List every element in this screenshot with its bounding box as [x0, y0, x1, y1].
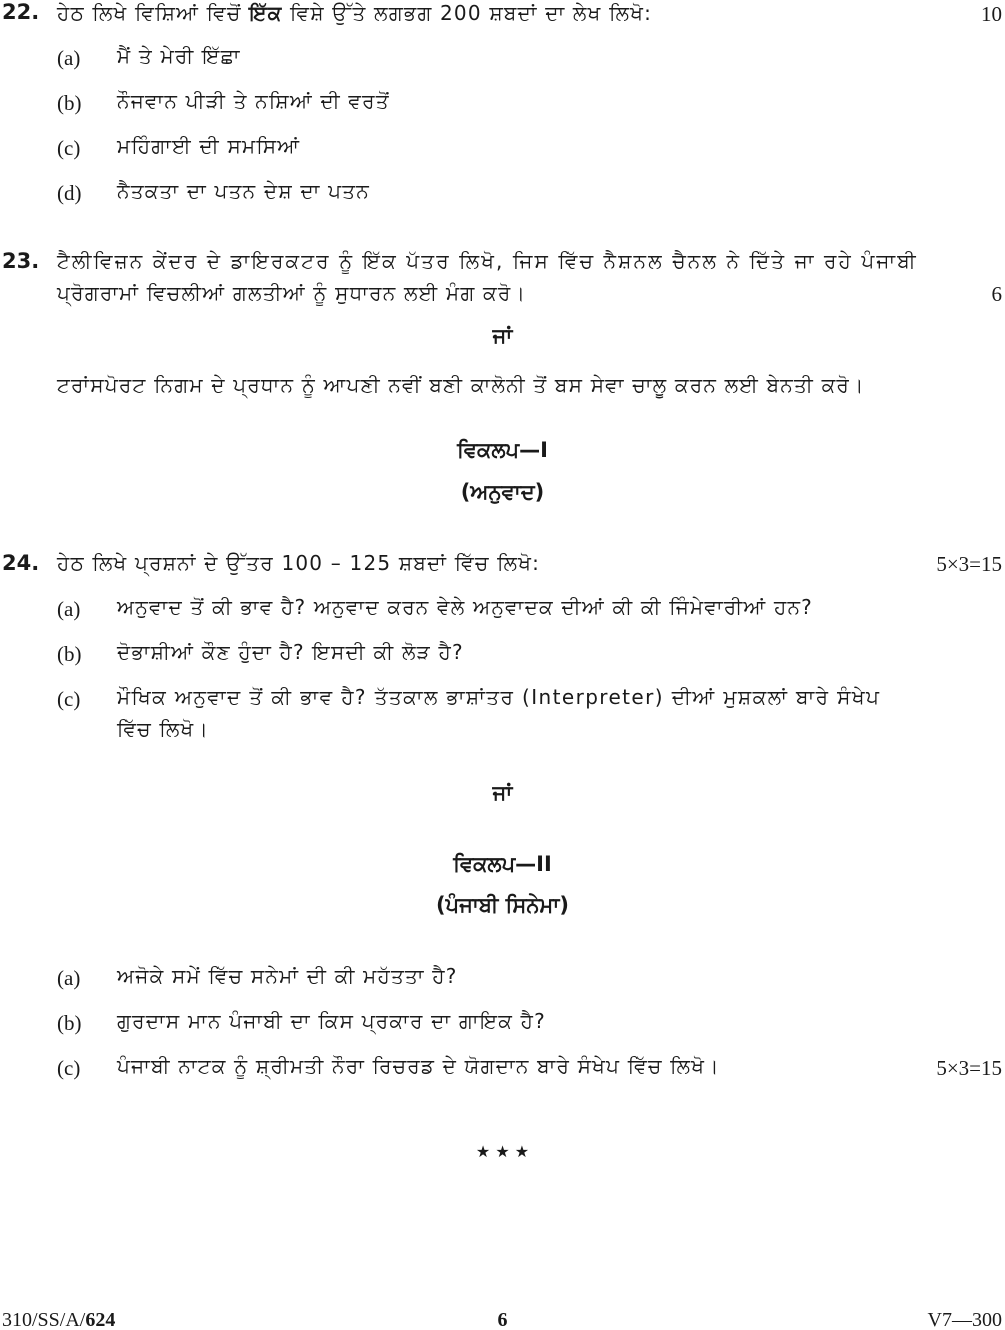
q22-option-b-label: (b) [57, 91, 82, 115]
option-2-subtitle: (ਪੰਜਾਬੀ ਸਿਨੇਮਾ) [436, 893, 569, 917]
question-22-stem-bold: ਇੱਕ [249, 1, 283, 25]
question-22-stem-before: ਹੇਠ ਲਿਖੇ ਵਿਸ਼ਿਆਂ ਵਿਚੋਂ [57, 1, 250, 25]
footer-page-number: 6 [497, 1309, 508, 1330]
q24-option-b-text: ਦੋਭਾਸ਼ੀਆਂ ਕੌਣ ਹੁੰਦਾ ਹੈ? ਇਸਦੀ ਕੀ ਲੋੜ ਹੈ? [117, 640, 464, 664]
opt2-option-a-label: (a) [57, 966, 81, 990]
question-23-line2: ਪ੍ਰੋਗਰਾਮਾਂ ਵਿਚਲੀਆਂ ਗਲਤੀਆਂ ਨੂੰ ਸੁਧਾਰਨ ਲਈ ਮੰਗ ਕਰੋ। [57, 281, 527, 305]
question-23-line1: ਟੈਲੀਵਿਜ਼ਨ ਕੇਂਦਰ ਦੇ ਡਾਇਰਕਟਰ ਨੂੰ ਇੱਕ ਪੱਤਰ ਲਿਖੋ, ਜਿਸ ਵਿੱਚ ਨੈਸ਼ਨਲ ਚੈਨਲ ਨੇ ਦਿੱਤੇ ਜਾ ਰਹੇ ਪੰਜਾਬੀ [57, 249, 918, 273]
opt2-option-c-label: (c) [57, 1056, 81, 1080]
option-2-marks: 5×3=15 [936, 1056, 1002, 1080]
q22-option-d-label: (d) [57, 181, 82, 205]
end-stars: ★ ★ ★ [475, 1142, 530, 1161]
question-24-stem: ਹੇਠ ਲਿਖੇ ਪ੍ਰਸ਼ਨਾਂ ਦੇ ਉੱਤਰ 100 – 125 ਸ਼ਬਦਾਂ ਵਿੱਚ ਲਿਖੋ: [57, 551, 541, 575]
question-22-stem [57, 1, 652, 25]
question-23-number: 23. [2, 249, 40, 273]
q22-option-a-text: ਮੈਂ ਤੇ ਮੇਰੀ ਇੱਛਾ [117, 44, 241, 68]
q24-option-b-label: (b) [57, 642, 82, 666]
opt2-option-c-text: ਪੰਜਾਬੀ ਨਾਟਕ ਨੂੰ ਸ਼੍ਰੀਮਤੀ ਨੌਰਾ ਰਿਚਰਡ ਦੇ ਯੋਗਦਾਨ ਬਾਰੇ ਸੰਖੇਪ ਵਿੱਚ ਲਿਖੋ। [117, 1054, 720, 1078]
q24-option-a-label: (a) [57, 597, 81, 621]
q22-option-c-text: ਮਹਿੰਗਾਈ ਦੀ ਸਮਸਿਆਂ [117, 134, 301, 158]
footer-version: V7—300 [927, 1309, 1002, 1330]
q22-option-d-text: ਨੈਤਕਤਾ ਦਾ ਪਤਨ ਦੇਸ਼ ਦਾ ਪਤਨ [117, 179, 370, 203]
option-2-title: ਵਿਕਲਪ—II [453, 852, 552, 876]
question-22-marks: 10 [981, 2, 1002, 26]
question-23-alternative: ਟਰਾਂਸਪੋਰਟ ਨਿਗਮ ਦੇ ਪ੍ਰਧਾਨ ਨੂੰ ਆਪਣੀ ਨਵੀਂ ਬਣੀ ਕਾਲੋਨੀ ਤੋਂ ਬਸ ਸੇਵਾ ਚਾਲੂ ਕਰਨ ਲਈ ਬੇਨਤੀ ਕਰੋ। [57, 373, 865, 397]
question-24-or: ਜਾਂ [492, 781, 513, 805]
question-24-number: 24. [2, 551, 40, 575]
footer-code-bold: 624 [85, 1309, 116, 1330]
q22-option-c-label: (c) [57, 136, 81, 160]
opt2-option-a-text: ਅਜੋਕੇ ਸਮੇਂ ਵਿੱਚ ਸਨੇਮਾਂ ਦੀ ਕੀ ਮਹੱਤਤਾ ਹੈ? [117, 964, 458, 988]
question-22-stem-after: ਵਿਸ਼ੇ ਉੱਤੇ ਲਗਭਗ 200 ਸ਼ਬਦਾਂ ਦਾ ਲੇਖ ਲਿਖੋ: [282, 1, 653, 25]
opt2-option-b-label: (b) [57, 1011, 82, 1035]
question-24-marks: 5×3=15 [936, 552, 1002, 576]
q24-option-c-label: (c) [57, 687, 81, 711]
footer-code-prefix: 310/SS/A/ [2, 1309, 86, 1330]
q24-option-a-text: ਅਨੁਵਾਦ ਤੋਂ ਕੀ ਭਾਵ ਹੈ? ਅਨੁਵਾਦ ਕਰਨ ਵੇਲੇ ਅਨੁਵਾਦਕ ਦੀਆਂ ਕੀ ਕੀ ਜਿੰਮੇਵਾਰੀਆਂ ਹਨ? [117, 595, 813, 619]
q24-option-c-text: ਮੌਖਿਕ ਅਨੁਵਾਦ ਤੋਂ ਕੀ ਭਾਵ ਹੈ? ਤੱਤਕਾਲ ਭਾਸ਼ਾਂਤਰ (Interpreter) ਦੀਆਂ ਮੁਸ਼ਕਲਾਂ ਬਾਰੇ ਸੰਖੇਪ [117, 685, 881, 709]
question-23-or: ਜਾਂ [492, 324, 513, 348]
q22-option-a-label: (a) [57, 46, 81, 70]
q22-option-b-text: ਨੌਜਵਾਨ ਪੀੜੀ ਤੇ ਨਸ਼ਿਆਂ ਦੀ ਵਰਤੋਂ [117, 89, 390, 113]
option-1-title: ਵਿਕਲਪ—I [457, 438, 548, 462]
q24-option-c-text-line2: ਵਿੱਚ ਲਿਖੋ। [117, 717, 210, 741]
option-1-subtitle: (ਅਨੁਵਾਦ) [460, 480, 545, 504]
opt2-option-b-text: ਗੁਰਦਾਸ ਮਾਨ ਪੰਜਾਬੀ ਦਾ ਕਿਸ ਪ੍ਰਕਾਰ ਦਾ ਗਾਇਕ ਹੈ? [117, 1009, 546, 1033]
question-22-number: 22. [2, 0, 40, 24]
question-23-marks: 6 [991, 282, 1002, 306]
